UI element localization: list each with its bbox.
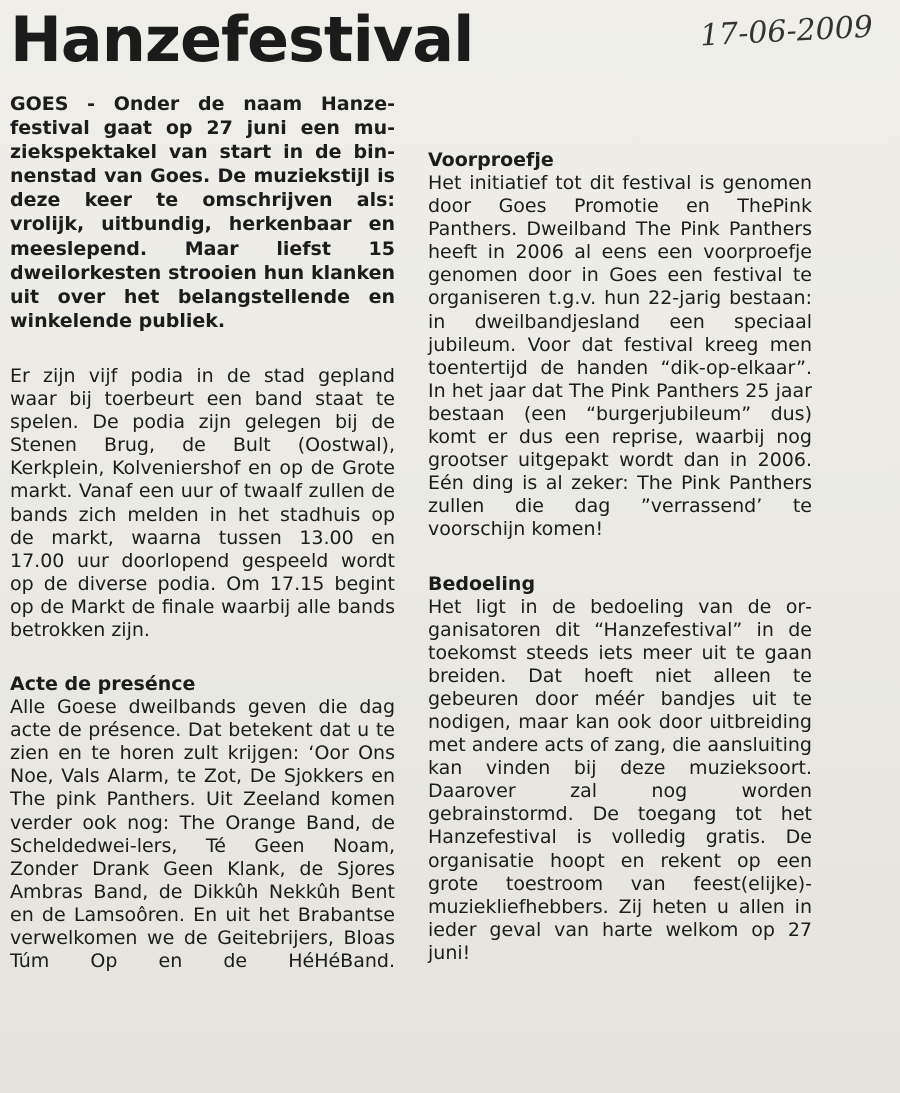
article-column-left (10, 92, 395, 973)
handwritten-date: 17-06-2009 (699, 9, 874, 54)
article-paragraph: Het ligt in de bedoeling van de organisatoren dit “Hanzefestival” in de toekomst steeds iets meer uit te gaan breiden. Dat hoeft niet alleen te gebeuren door méér bandjes uit te nodigen, maar kan ook door uitbreiding met andere acts of zang, die aansluiting kan vinden bij deze muzieksoort. Daarover zal nog worden gebrainstormd. De toegang tot het Hanzefestival is volledig gratis. De organisatie hoopt en rekent op een grote toestroom van feest(elijke)-muziekliefhebbers. Zij heten u allen in ieder geval van harte welkom op 27 juni! (428, 595, 812, 964)
article-lead: GOES - Onder de naam Hanzefestival gaat op 27 juni een muziekspektakel van start in de binnenstad van Goes. De muziekstijl is deze keer te omschrijven als: vrolijk, uitbundig, herkenbaar en meeslepend. Maar liefst 15 dweilorkesten strooien hun klanken uit over het belangstellende en winkelende publiek. (10, 93, 395, 332)
headline: Hanzefestival (10, 3, 474, 76)
section-heading: Acte de presénce (10, 673, 196, 696)
section-heading: Voorproefje (428, 149, 554, 171)
section-heading: Bedoeling (428, 572, 536, 595)
article-column-right (428, 92, 812, 965)
article-paragraph: Alle Goese dweilbands geven die dag acte de présence. Dat betekent dat u te zien en te horen zult krijgen: ‘Oor Ons Noe, Vals Alarm, te Zot, De Sjokkers en The pink Panthers. Uit Zeeland komen verder ook nog: The Orange Band, de Scheldedwei-lers, Té Geen Noam, Zonder Drank Geen Klank, de Sjores Ambras Band, de Dikkûh Nekkûh Bent en de Lamsoôren. En uit het Brabantse verwelkomen we de Geitebrijers, Bloas Túm Op en de HéHéBand. (10, 696, 395, 973)
article-paragraph: Het initiatief tot dit festival is genomen door Goes Promotie en ThePink Panthers. Dweilband The Pink Panthers heeft in 2006 al eens een voorproefje genomen door in Goes een festival te organiseren t.g.v. hun 22-jarig bestaan: in dweilbandjesland een speciaal jubileum. Voor dat festival kreeg men toentertijd de handen “dik-op-elkaar”. In het jaar dat The Pink Panthers 25 jaar bestaan (een “burgerjubileum” dus) komt er dus een reprise, waarbij nog grootser uitgepakt wordt dan in 2006. Eén ding is al zeker: The Pink Panthers zullen die dag ”verrassend’ te voorschijn komen! (428, 172, 812, 541)
article-paragraph: Er zijn vijf podia in de stad gepland waar bij toerbeurt een band staat te spelen. De podia zijn gelegen bij de Stenen Brug, de Bult (Oostwal), Kerkplein, Kolveniershof en op de Grote markt. Vanaf een uur of twaalf zullen de bands zich melden in het stadhuis op de markt, waarna tussen 13.00 en 17.00 uur doorlopend gespeeld wordt op de diverse podia. Om 17.15 begint op de Markt de finale waarbij alle bands betrokken zijn. (10, 364, 395, 641)
